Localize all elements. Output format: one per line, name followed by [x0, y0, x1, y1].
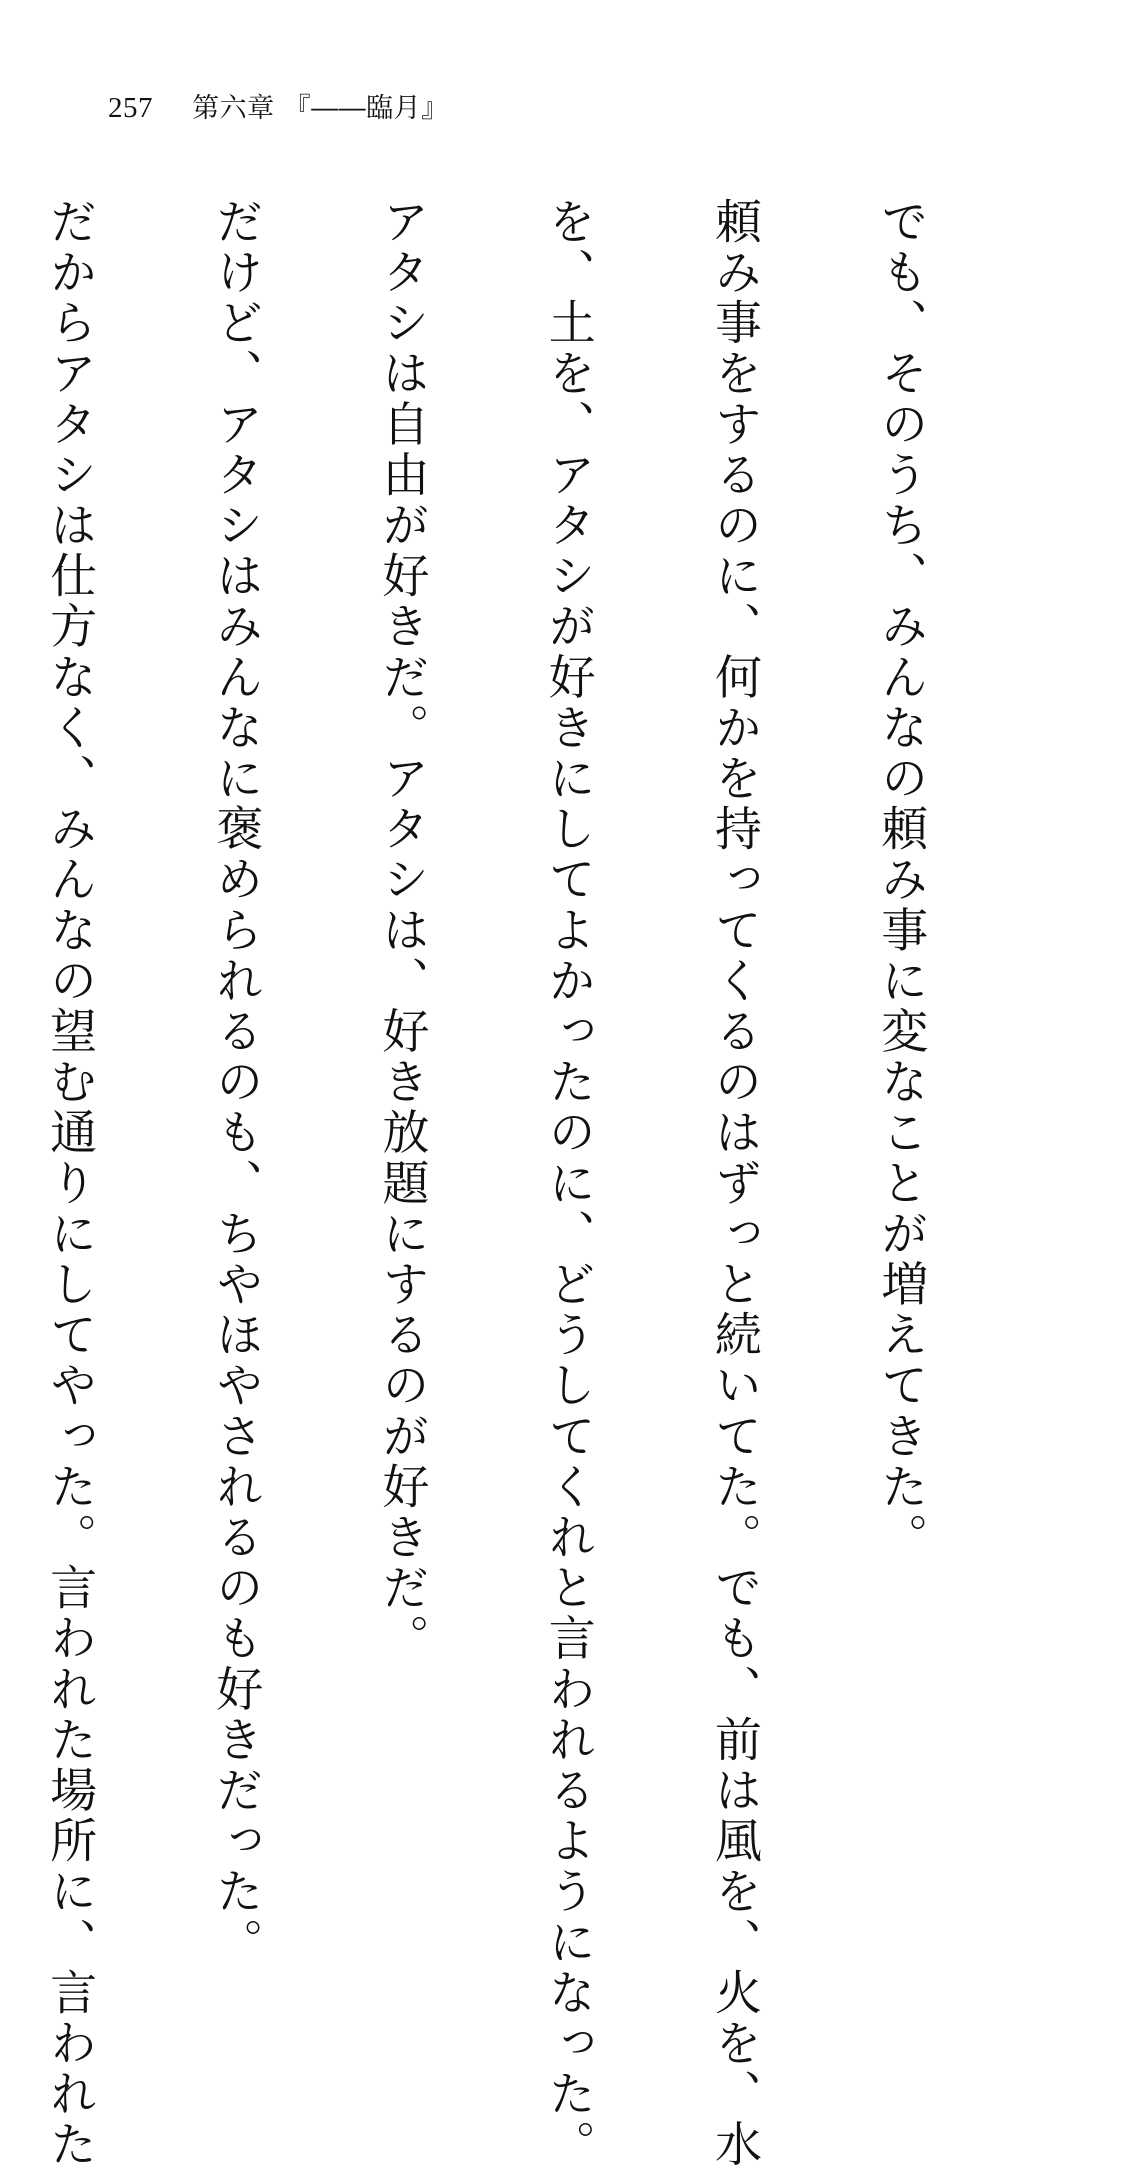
text-line: 頼み事をするのに、何かを持ってくるのはずっと続いてた。でも、前は風を、火を、水: [706, 197, 762, 2170]
body-text: [42, 197, 1039, 2170]
chapter-title: 第六章 『――臨月』: [192, 93, 449, 124]
text-line: だからアタシは仕方なく、みんなの望む通りにしてやった。言われた場所に、言われた: [42, 197, 98, 2170]
paragraph-block-1: [0, 197, 1039, 2170]
running-head: [108, 88, 449, 128]
text-line: でも、そのうち、みんなの頼み事に変なことが増えてきた。: [873, 197, 929, 1564]
text-line: アタシは自由が好きだ。アタシは、好き放題にするのが好きだ。: [374, 197, 430, 1665]
text-line: だけど、アタシはみんなに褒められるのも、ちやほやされるのも好きだった。: [208, 197, 264, 1968]
page-number: 257: [108, 92, 153, 124]
text-line: を、土を、アタシが好きにしてよかったのに、どうしてくれと言われるようになった。: [540, 197, 596, 2170]
